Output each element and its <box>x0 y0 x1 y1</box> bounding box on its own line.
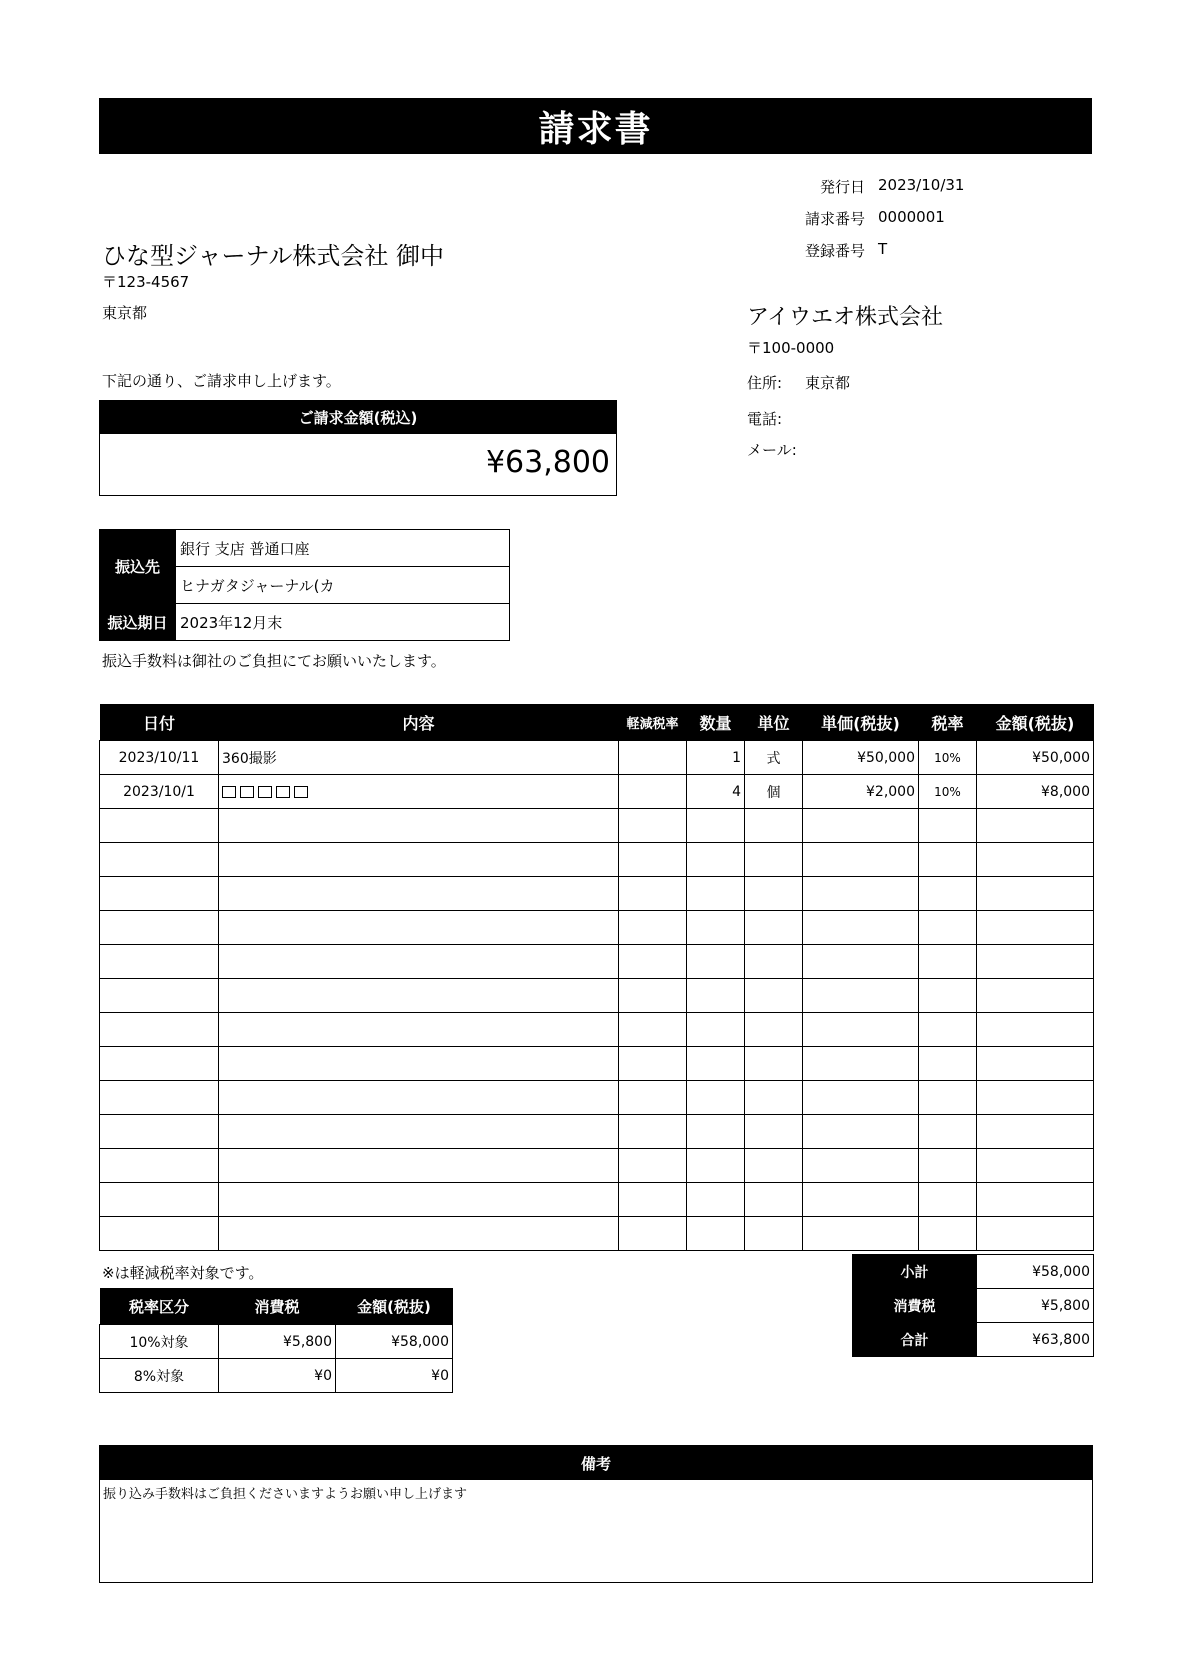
table-row-empty <box>100 1115 1094 1149</box>
empty-cell <box>977 1013 1094 1047</box>
empty-cell <box>803 809 919 843</box>
item-amount: ¥8,000 <box>977 775 1094 809</box>
tax-value: ¥5,800 <box>219 1325 336 1359</box>
empty-cell <box>745 877 803 911</box>
empty-cell <box>803 979 919 1013</box>
empty-cell <box>619 1115 687 1149</box>
empty-cell <box>803 877 919 911</box>
bank-due: 2023年12月末 <box>176 604 510 641</box>
line-items-table <box>99 704 1094 1251</box>
issuer-address: 東京都 <box>805 374 851 392</box>
empty-cell <box>919 979 977 1013</box>
col-date: 日付 <box>100 704 219 741</box>
empty-cell <box>219 843 619 877</box>
empty-cell <box>687 1047 745 1081</box>
bank-line1: 銀行 支店 普通口座 <box>176 530 510 567</box>
item-qty: 4 <box>687 775 745 809</box>
empty-cell <box>687 1115 745 1149</box>
empty-cell <box>977 809 1094 843</box>
empty-cell <box>745 1013 803 1047</box>
empty-cell <box>687 911 745 945</box>
issuer-address-label: 住所: <box>747 374 783 392</box>
tax-value: ¥0 <box>219 1359 336 1393</box>
empty-cell <box>100 1183 219 1217</box>
item-desc: 360撮影 <box>219 741 619 775</box>
empty-cell <box>219 1217 619 1251</box>
empty-cell <box>977 1149 1094 1183</box>
empty-cell <box>745 1149 803 1183</box>
empty-cell <box>745 809 803 843</box>
empty-cell <box>100 911 219 945</box>
col-price: 単価(税抜) <box>803 704 919 741</box>
empty-cell <box>919 1047 977 1081</box>
table-row <box>100 741 1094 775</box>
tax-base-amount: ¥58,000 <box>336 1325 453 1359</box>
empty-cell <box>219 1081 619 1115</box>
issuer-phone-label: 電話: <box>747 410 783 428</box>
grand-total-value: ¥63,800 <box>977 1323 1094 1357</box>
empty-cell <box>100 945 219 979</box>
empty-cell <box>919 809 977 843</box>
empty-cell <box>619 945 687 979</box>
empty-cell <box>919 1149 977 1183</box>
issuer-name: アイウエオ株式会社 <box>747 305 944 330</box>
empty-cell <box>619 1081 687 1115</box>
invoice-total-box <box>99 400 617 496</box>
issuer-postal: 〒100-0000 <box>747 339 835 357</box>
empty-cell <box>100 1047 219 1081</box>
empty-cell <box>919 1183 977 1217</box>
table-row-empty <box>100 877 1094 911</box>
empty-cell <box>100 1081 219 1115</box>
empty-cell <box>919 1013 977 1047</box>
empty-cell <box>977 877 1094 911</box>
empty-cell <box>745 945 803 979</box>
table-row-empty <box>100 911 1094 945</box>
col-amount: 金額(税抜) <box>977 704 1094 741</box>
empty-cell <box>977 1217 1094 1251</box>
invoice-total-amount: ¥63,800 <box>485 445 610 480</box>
tax-base-amount: ¥0 <box>336 1359 453 1393</box>
empty-cell <box>919 1115 977 1149</box>
empty-cell <box>100 1149 219 1183</box>
empty-cell <box>687 843 745 877</box>
empty-cell <box>687 1217 745 1251</box>
empty-cell <box>687 1183 745 1217</box>
notes-label: 備考 <box>100 1446 1092 1480</box>
empty-cell <box>745 1081 803 1115</box>
empty-cell <box>619 843 687 877</box>
empty-cell <box>745 1183 803 1217</box>
tax-total-value: ¥5,800 <box>977 1289 1094 1323</box>
empty-cell <box>803 911 919 945</box>
subtotal-label: 小計 <box>853 1255 977 1289</box>
client-name: ひな型ジャーナル株式会社 御中 <box>102 242 444 270</box>
tax-breakdown-table <box>99 1288 453 1393</box>
empty-cell <box>619 1013 687 1047</box>
placeholder-box-icon <box>294 786 308 798</box>
placeholder-box-icon <box>240 786 254 798</box>
empty-cell <box>919 1217 977 1251</box>
issue-date-value: 2023/10/31 <box>878 176 965 194</box>
empty-cell <box>803 1183 919 1217</box>
client-postal: 〒123-4567 <box>102 273 190 291</box>
item-price: ¥2,000 <box>803 775 919 809</box>
notes-text: 振り込み手数料はご負担くださいますようお願い申し上げます <box>103 1487 468 1502</box>
client-address: 東京都 <box>102 304 148 322</box>
tax-col-category: 税率区分 <box>100 1288 219 1325</box>
invoice-number-value: 0000001 <box>878 208 945 226</box>
item-date: 2023/10/11 <box>100 741 219 775</box>
empty-cell <box>619 911 687 945</box>
item-reduced <box>619 775 687 809</box>
empty-cell <box>619 1149 687 1183</box>
invoice-number-label: 請求番号 <box>804 210 865 228</box>
item-qty: 1 <box>687 741 745 775</box>
table-row <box>100 1325 453 1359</box>
item-desc <box>219 775 619 809</box>
empty-cell <box>100 843 219 877</box>
tax-category: 10%対象 <box>100 1325 219 1359</box>
empty-cell <box>100 979 219 1013</box>
empty-cell <box>803 1115 919 1149</box>
empty-cell <box>219 979 619 1013</box>
empty-cell <box>919 1081 977 1115</box>
empty-cell <box>919 877 977 911</box>
empty-cell <box>977 911 1094 945</box>
invoice-total-label: ご請求金額(税込) <box>100 401 616 434</box>
empty-cell <box>803 1013 919 1047</box>
table-row-empty <box>100 1047 1094 1081</box>
col-qty: 数量 <box>687 704 745 741</box>
empty-cell <box>803 843 919 877</box>
empty-cell <box>919 911 977 945</box>
item-price: ¥50,000 <box>803 741 919 775</box>
issue-date-label: 発行日 <box>819 178 865 196</box>
table-row-empty <box>100 945 1094 979</box>
reduced-rate-note: ※は軽減税率対象です。 <box>102 1264 264 1282</box>
grand-total-label: 合計 <box>853 1323 977 1357</box>
col-unit: 単位 <box>745 704 803 741</box>
bank-dest-label: 振込先 <box>100 530 176 604</box>
empty-cell <box>745 843 803 877</box>
item-rate: 10% <box>919 775 977 809</box>
registration-number-value: T <box>878 240 888 258</box>
empty-cell <box>687 1149 745 1183</box>
placeholder-box-icon <box>222 786 236 798</box>
summary-table <box>852 1254 1094 1357</box>
empty-cell <box>219 911 619 945</box>
table-row-empty <box>100 979 1094 1013</box>
issuer-email-label: メール: <box>747 441 797 459</box>
empty-cell <box>219 1115 619 1149</box>
empty-cell <box>687 877 745 911</box>
empty-cell <box>219 1013 619 1047</box>
empty-cell <box>977 1081 1094 1115</box>
col-rate: 税率 <box>919 704 977 741</box>
empty-cell <box>745 1115 803 1149</box>
empty-cell <box>745 979 803 1013</box>
table-row-empty <box>100 1081 1094 1115</box>
bank-info-table <box>99 529 510 641</box>
invoice-title: 請求書 <box>99 98 1092 154</box>
empty-cell <box>803 1217 919 1251</box>
empty-cell <box>803 945 919 979</box>
notes-box <box>99 1445 1093 1583</box>
placeholder-box-icon <box>276 786 290 798</box>
empty-cell <box>619 1183 687 1217</box>
empty-cell <box>687 1081 745 1115</box>
tax-col-tax: 消費税 <box>219 1288 336 1325</box>
empty-cell <box>977 1047 1094 1081</box>
empty-cell <box>100 877 219 911</box>
item-unit: 式 <box>745 741 803 775</box>
empty-cell <box>977 1115 1094 1149</box>
empty-cell <box>803 1047 919 1081</box>
empty-cell <box>219 877 619 911</box>
item-amount: ¥50,000 <box>977 741 1094 775</box>
table-row-empty <box>100 843 1094 877</box>
empty-cell <box>803 1081 919 1115</box>
empty-cell <box>219 1047 619 1081</box>
table-row-empty <box>100 809 1094 843</box>
empty-cell <box>219 1183 619 1217</box>
tax-label: 消費税 <box>853 1289 977 1323</box>
empty-cell <box>619 877 687 911</box>
empty-cell <box>803 1149 919 1183</box>
empty-cell <box>977 945 1094 979</box>
table-row-empty <box>100 1013 1094 1047</box>
table-row-empty <box>100 1217 1094 1251</box>
item-rate: 10% <box>919 741 977 775</box>
empty-cell <box>687 945 745 979</box>
empty-cell <box>100 1115 219 1149</box>
table-row <box>100 775 1094 809</box>
empty-cell <box>100 1217 219 1251</box>
empty-cell <box>219 945 619 979</box>
item-unit: 個 <box>745 775 803 809</box>
empty-cell <box>219 1149 619 1183</box>
empty-cell <box>977 979 1094 1013</box>
empty-cell <box>100 809 219 843</box>
placeholder-box-icon <box>258 786 272 798</box>
empty-cell <box>977 843 1094 877</box>
empty-cell <box>619 979 687 1013</box>
empty-cell <box>745 1047 803 1081</box>
table-row <box>100 1359 453 1393</box>
item-date: 2023/10/1 <box>100 775 219 809</box>
col-desc: 内容 <box>219 704 619 741</box>
subtotal-value: ¥58,000 <box>977 1255 1094 1289</box>
empty-cell <box>745 911 803 945</box>
empty-cell <box>745 1217 803 1251</box>
empty-cell <box>219 809 619 843</box>
empty-cell <box>619 1217 687 1251</box>
empty-cell <box>619 1047 687 1081</box>
empty-cell <box>619 809 687 843</box>
col-reduced: 軽減税率 <box>619 704 687 741</box>
tax-category: 8%対象 <box>100 1359 219 1393</box>
empty-cell <box>919 945 977 979</box>
item-reduced <box>619 741 687 775</box>
bank-due-label: 振込期日 <box>100 604 176 641</box>
tax-col-amount: 金額(税抜) <box>336 1288 453 1325</box>
invoice-message: 下記の通り、ご請求申し上げます。 <box>102 372 341 390</box>
empty-cell <box>977 1183 1094 1217</box>
bank-line2: ヒナガタジャーナル(カ <box>176 567 510 604</box>
bank-fee-note: 振込手数料は御社のご負担にてお願いいたします。 <box>102 652 446 670</box>
empty-cell <box>687 809 745 843</box>
table-row-empty <box>100 1183 1094 1217</box>
registration-number-label: 登録番号 <box>804 242 865 260</box>
empty-cell <box>100 1013 219 1047</box>
empty-cell <box>687 1013 745 1047</box>
table-row-empty <box>100 1149 1094 1183</box>
empty-cell <box>687 979 745 1013</box>
empty-cell <box>919 843 977 877</box>
